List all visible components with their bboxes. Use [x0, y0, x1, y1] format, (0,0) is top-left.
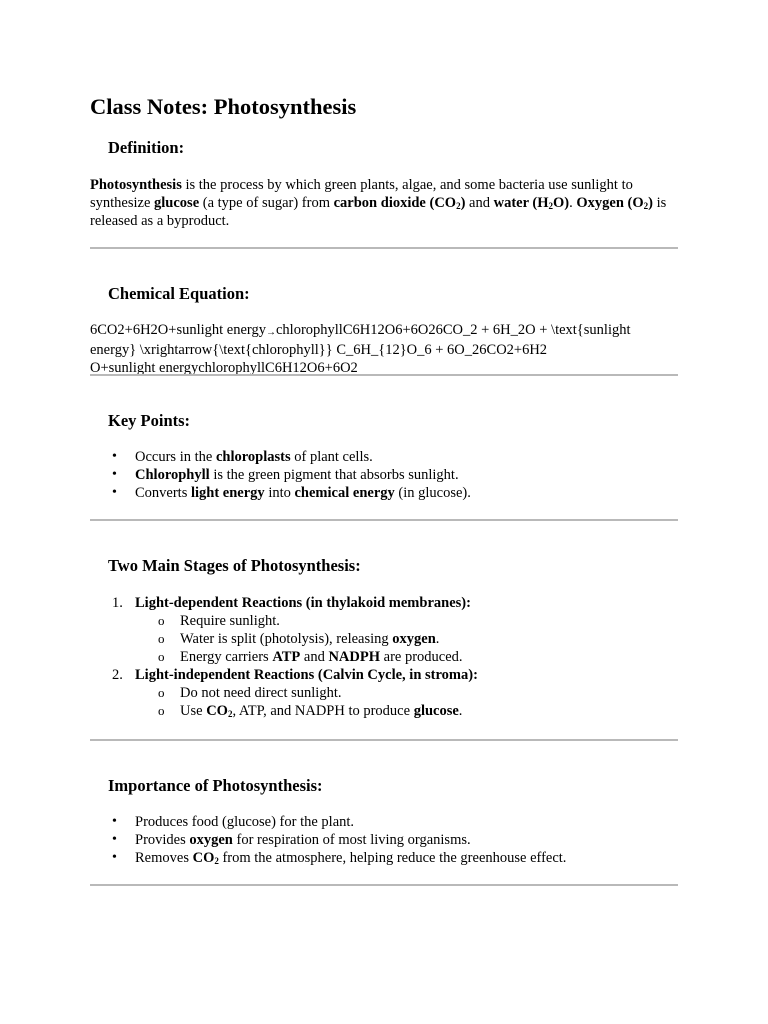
- stages-list: [90, 594, 678, 720]
- divider: [90, 247, 678, 249]
- list-item: o Water is split (photolysis), releasing oxygen.: [158, 631, 440, 647]
- list-item: • Occurs in the chloroplasts of plant cells.: [90, 448, 678, 466]
- importance-heading: Importance of Photosynthesis:: [108, 776, 323, 795]
- list-item: o Require sunlight.: [158, 613, 280, 629]
- definition-paragraph: Photosynthesis is the process by which green plants, algae, and some bacteria use sunlight to synthesize glucose (a type of sugar) from carbon dioxide $(CO_2)$ and water $(H_2O)$. Oxygen $(O_2)$ is released as a byproduct.: [90, 177, 667, 229]
- page-title: Class Notes: Photosynthesis: [90, 94, 357, 119]
- key-points-heading: Key Points:: [108, 411, 191, 430]
- importance-list: [90, 813, 678, 867]
- list-item: • Provides oxygen for respiration of most living organisms.: [90, 831, 678, 849]
- key-points-list: [90, 448, 678, 502]
- equation-text: 6CO2+6H2O+sunlight energy→chlorophyllC6H12O6+6O26CO_2 + 6H_2O + \text{sunlight energy} \xrightarrow{\text{chlorophyll}} C_6H_{12}O_6 + 6O_26CO2+6H2 O+sunlight energychlorophyllC6H12O6+6O2: [90, 322, 631, 376]
- list-item: • Produces food (glucose) for the plant.: [90, 813, 678, 831]
- list-item: 2. Light-independent Reactions (Calvin Cycle, in stroma):: [112, 667, 478, 683]
- arrow-icon: →: [265, 327, 276, 338]
- list-item: o Use $CO_2$, ATP, and NADPH to produce glucose.: [158, 703, 463, 719]
- stages-section: [90, 555, 678, 577]
- list-item: • Removes $CO_2$ from the atmosphere, helping reduce the greenhouse effect.: [90, 849, 678, 867]
- definition-section: [90, 137, 678, 159]
- importance-section: [90, 775, 678, 797]
- list-item: 1. Light-dependent Reactions (in thylakoid membranes):: [112, 595, 471, 611]
- equation-section: [90, 283, 678, 305]
- list-item: o Do not need direct sunlight.: [158, 685, 342, 701]
- stages-heading: Two Main Stages of Photosynthesis:: [108, 556, 361, 575]
- divider: [90, 374, 678, 376]
- definition-heading: Definition:: [108, 138, 185, 157]
- divider: [90, 519, 678, 521]
- list-item: • Converts light energy into chemical energy (in glucose).: [90, 484, 678, 502]
- list-item: • Chlorophyll is the green pigment that absorbs sunlight.: [90, 466, 678, 484]
- divider: [90, 739, 678, 741]
- equation-heading: Chemical Equation:: [108, 284, 250, 303]
- key-points-section: [90, 410, 678, 432]
- list-item: o Energy carriers ATP and NADPH are produced.: [158, 649, 463, 665]
- divider: [90, 884, 678, 886]
